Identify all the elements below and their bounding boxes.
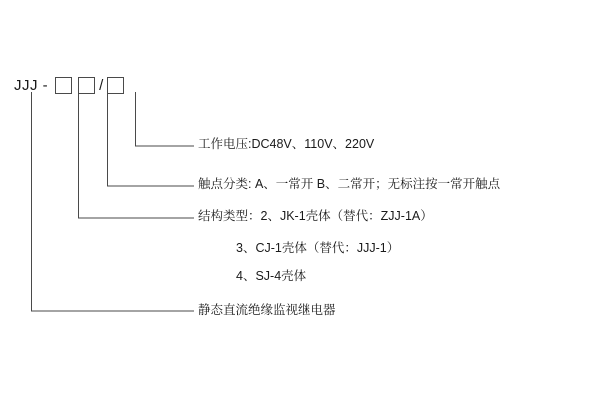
leader-product-name xyxy=(32,92,195,311)
label-structure-type-3: 3、CJ-1壳体（替代：JJJ-1） xyxy=(236,241,400,255)
leader-voltage xyxy=(136,92,195,146)
leader-structure xyxy=(79,92,195,218)
code-box-contact[interactable] xyxy=(78,77,95,94)
code-slash: / xyxy=(99,76,104,94)
label-structure-type-2: 结构类型：2、JK-1壳体（替代：ZJJ-1A） xyxy=(198,209,433,223)
label-structure-type-4: 4、SJ-4壳体 xyxy=(236,269,307,283)
leader-contact xyxy=(108,92,195,186)
label-voltage: 工作电压:DC48V、110V、220V xyxy=(198,137,375,151)
label-product-name: 静态直流绝缘监视继电器 xyxy=(198,303,336,317)
label-contact-type: 触点分类: A、一常开 B、二常开；无标注按一常开触点 xyxy=(198,177,501,191)
model-code xyxy=(14,72,127,98)
code-prefix: JJJ - xyxy=(14,76,49,94)
code-box-structure[interactable] xyxy=(55,77,72,94)
code-box-voltage[interactable] xyxy=(107,77,124,94)
